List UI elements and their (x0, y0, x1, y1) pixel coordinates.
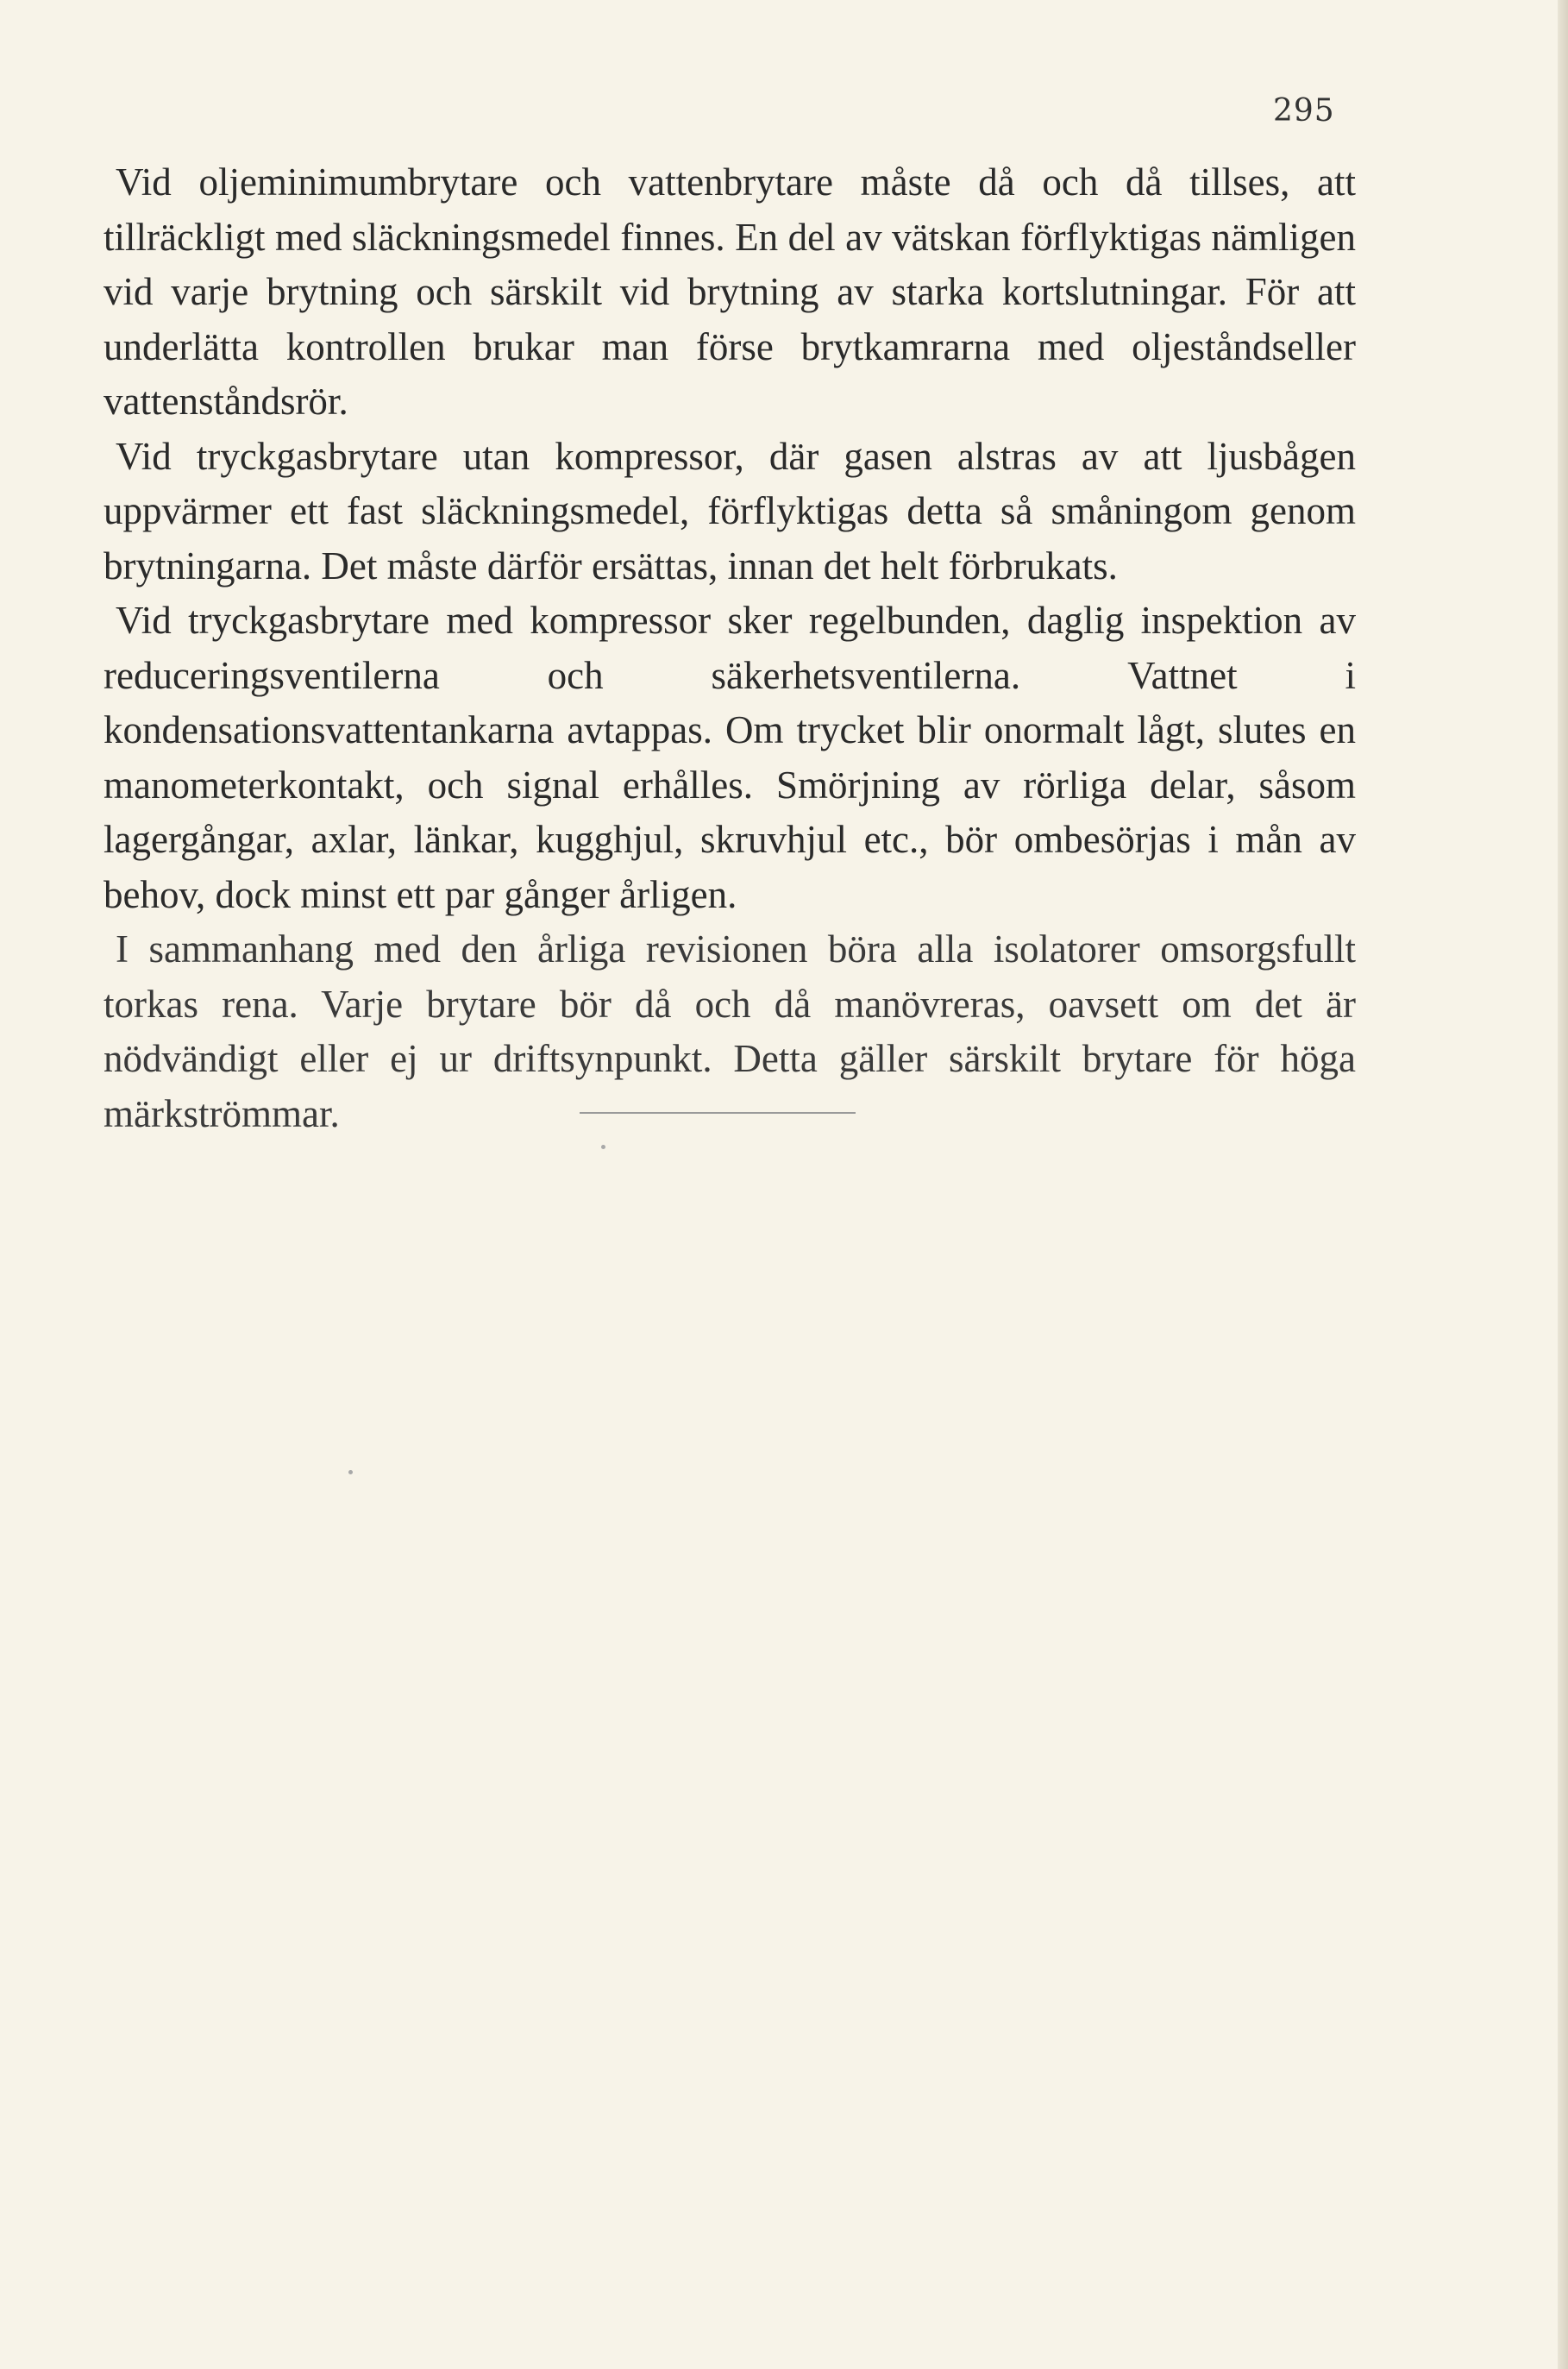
paper-speck (348, 1470, 353, 1474)
page-edge (1558, 0, 1568, 2369)
section-divider (580, 1112, 856, 1114)
paragraph-4: I sammanhang med den årliga revisionen böra alla isolatorer omsorgsfullt torkas rena. Varje brytare bör då och då manövreras, oavsett om det är nödvändigt eller ej ur driftsynpunkt. Detta gäller särskilt brytare för höga märkströmmar. (103, 927, 1356, 1135)
paragraph-1: Vid oljeminimumbrytare och vattenbrytare måste då och då tillses, att tillräckligt med släckningsmedel finnes. En del av vätskan förflyktigas nämligen vid varje brytning och särskilt vid brytning av starka kortslutningar. För att underlätta kontrollen brukar man förse brytkamrarna med oljeståndseller vattenståndsrör. (103, 160, 1356, 423)
paragraph-3: Vid tryckgasbrytare med kompressor sker regelbunden, daglig inspektion av reduceringsventilerna och säkerhetsventilerna. Vattnet i kondensationsvattentankarna avtappas. Om trycket blir onormalt lågt, slutes en manometerkontakt, och signal erhålles. Smörjning av rörliga delar, såsom lagergångar, axlar, länkar, kugghjul, skruvhjul etc., bör ombesörjas i mån av behov, dock minst ett par gånger årligen. (103, 599, 1356, 916)
body-text (103, 155, 1356, 1141)
paragraph-2: Vid tryckgasbrytare utan kompressor, där gasen alstras av att ljusbågen uppvärmer ett fast släckningsmedel, förflyktigas detta så småningom genom brytningarna. Det måste därför ersättas, innan det helt förbrukats. (103, 434, 1356, 588)
page-number: 295 (1273, 93, 1335, 129)
paper-speck (601, 1145, 605, 1149)
